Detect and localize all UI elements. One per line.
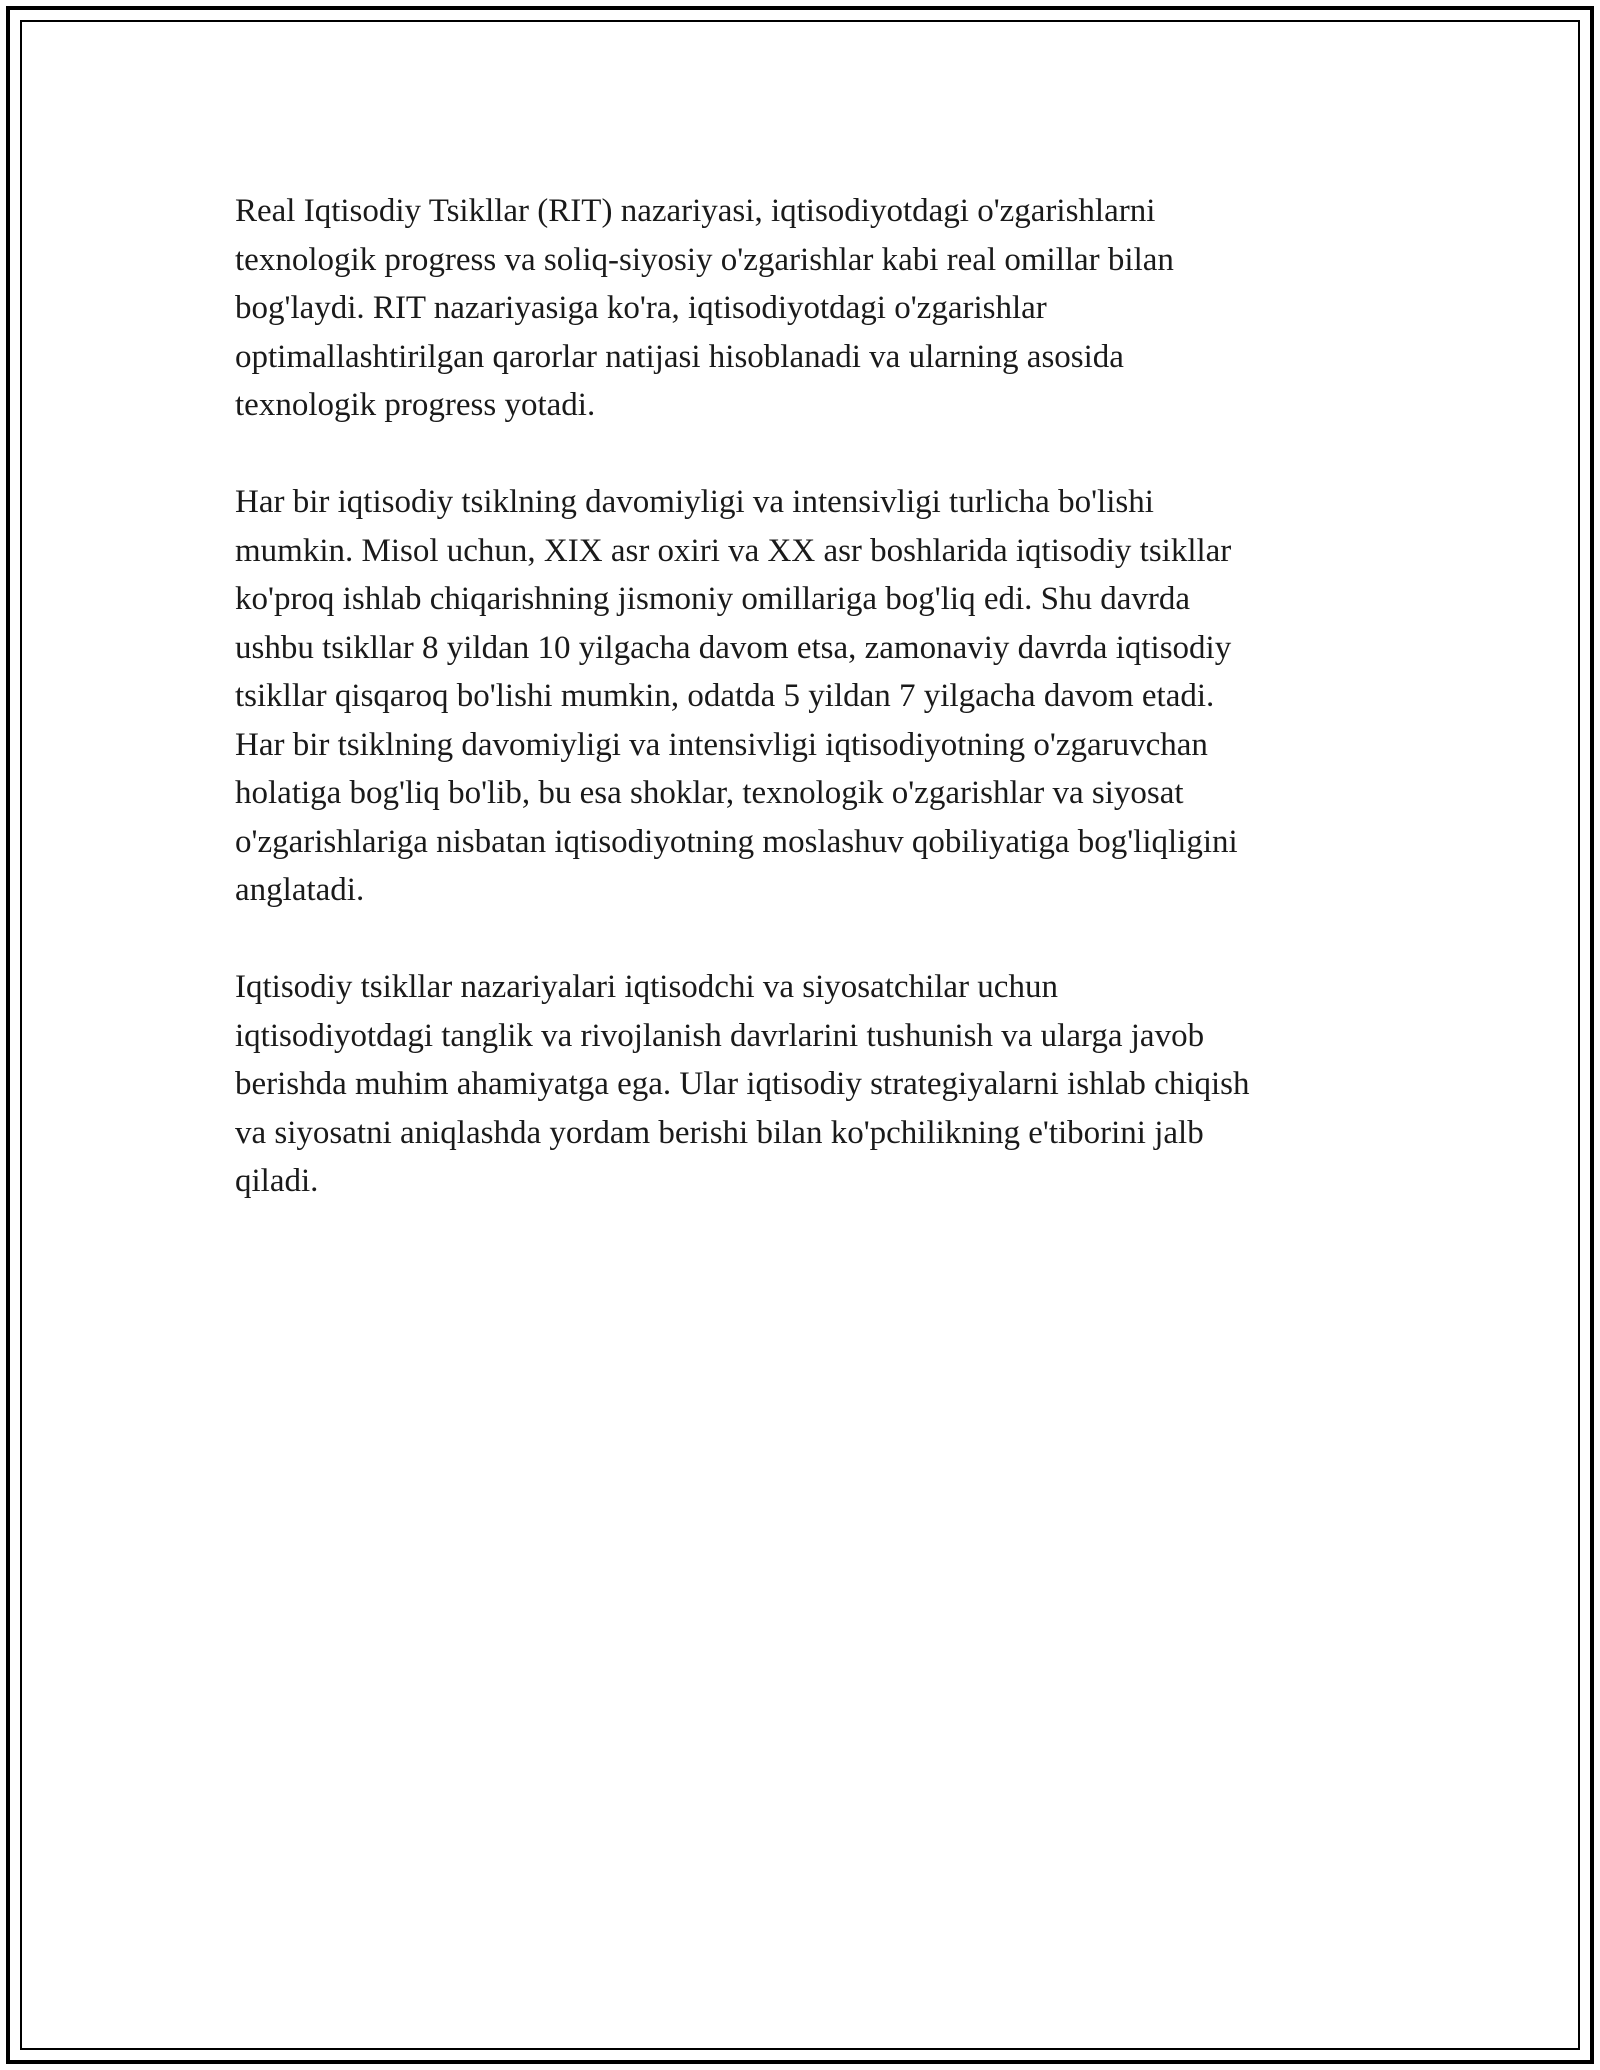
paragraph-line: Har bir iqtisodiy tsiklning davomiyligi va intensivligi turlicha bo'lishi	[235, 484, 1154, 520]
paragraph-line: ko'proq ishlab chiqarishning jismoniy omillariga bog'liq edi. Shu davrda	[235, 581, 1191, 617]
document-body	[235, 187, 1385, 1254]
paragraph-line: o'zgarishlariga nisbatan iqtisodiyotning moslashuv qobiliyatiga bog'liqligini	[235, 823, 1238, 860]
paragraph-line: optimallashtirilgan qarorlar natijasi hisoblanadi va ularning asosida	[235, 338, 1124, 375]
paragraph-line: va siyosatni aniqlashda yordam berishi bilan ko'pchilikning e'tiborini jalb	[235, 1114, 1204, 1151]
paragraph-line: qiladi.	[235, 1163, 319, 1199]
paragraph-1	[235, 187, 1385, 430]
paragraph-line: anglatadi.	[235, 872, 365, 908]
paragraph-line: berishda muhim ahamiyatga ega. Ular iqtisodiy strategiyalarni ishlab chiqish	[235, 1066, 1250, 1102]
paragraph-2	[235, 478, 1385, 915]
paragraph-line: texnologik progress va soliq-siyosiy o'zgarishlar kabi real omillar bilan	[235, 241, 1174, 278]
paragraph-3	[235, 963, 1385, 1206]
paragraph-line: bog'laydi. RIT nazariyasiga ko'ra, iqtisodiyotdagi o'zgarishlar	[235, 290, 1047, 326]
paragraph-line: iqtisodiyotdagi tanglik va rivojlanish davrlarini tushunish va ularga javob	[235, 1017, 1205, 1054]
paragraph-line: Iqtisodiy tsikllar nazariyalari iqtisodchi va siyosatchilar uchun	[235, 969, 1058, 1005]
paragraph-line: Real Iqtisodiy Tsikllar (RIT) nazariyasi, iqtisodiyotdagi o'zgarishlarni	[235, 193, 1156, 229]
paragraph-line: mumkin. Misol uchun, XIX asr oxiri va XX asr boshlarida iqtisodiy tsikllar	[235, 532, 1232, 569]
paragraph-line: texnologik progress yotadi.	[235, 387, 596, 423]
paragraph-line: Har bir tsiklning davomiyligi va intensivligi iqtisodiyotning o'zgaruvchan	[235, 726, 1208, 763]
paragraph-line: holatiga bog'liq bo'lib, bu esa shoklar, texnologik o'zgarishlar va siyosat	[235, 775, 1184, 811]
paragraph-line: tsikllar qisqaroq bo'lishi mumkin, odatda 5 yildan 7 yilgacha davom etadi.	[235, 678, 1215, 714]
paragraph-line: ushbu tsikllar 8 yildan 10 yilgacha davom etsa, zamonaviy davrda iqtisodiy	[235, 629, 1232, 666]
